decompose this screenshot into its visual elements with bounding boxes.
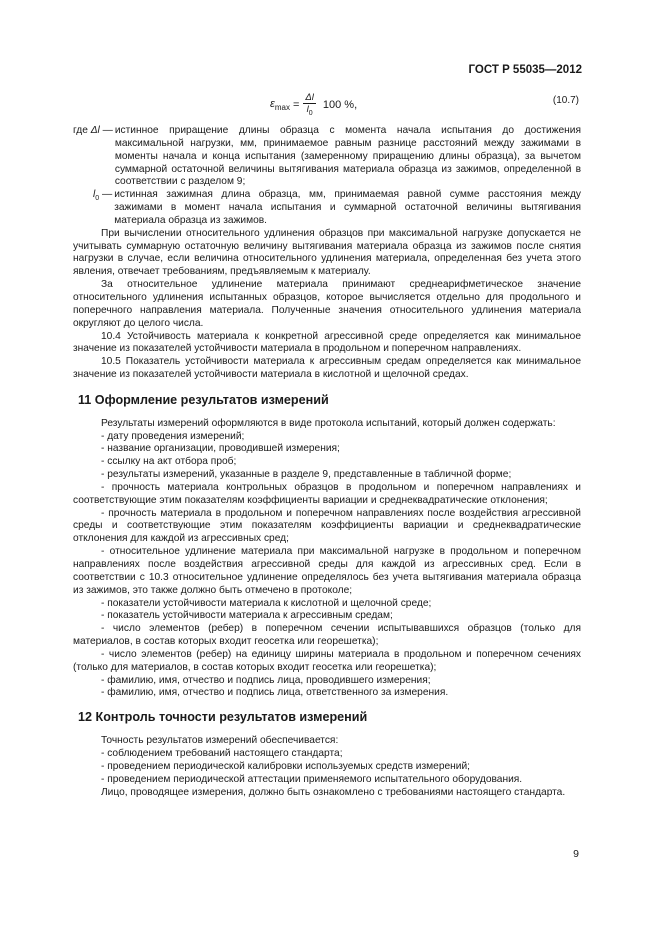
definition-item: где Δl — истинное приращение длины образца с момента начала испытания до достижения максимальной нагрузки, мм, принимаемое равным разнице расстояний между зажимами в моменты начала и конца испытания (замеренному приращению длины образца), за вычетом суммарной остаточной величины вытягивания материала образца из зажимов, определенной в соответствии с разделом 9; [73,125,581,188]
list-item: - число элементов (ребер) в поперечном сечении испытывавшихся образцов (только для материалов, в состав которых входит геосетка или георешетка); [73,623,581,648]
paragraph: Точность результатов измерений обеспечивается: [101,735,339,747]
formula-equals: = [292,99,300,112]
list-item: - соблюдением требований настоящего стандарта; [101,747,343,759]
list-item: - результаты измерений, указанные в разделе 9, представленные в табличной форме; [101,469,512,481]
section-11-heading: 11 Оформление результатов измерений [78,392,329,407]
formula-tail: 100 %, [322,99,358,112]
list-item: - показатель устойчивости материала к агрессивным средам; [101,610,393,622]
formula-fraction [303,92,315,119]
list-item: - прочность материала контрольных образцов в продольном и поперечном направлениях и соответствующие этим показателям коэффициенты вариации и среднеквадратические отклонения; [73,481,581,506]
list-item: - фамилию, имя, отчество и подпись лица, проводившего измерения; [101,674,431,686]
list-item: - число элементов (ребер) на единицу ширины материала в продольном и поперечном сечениях (только для материалов, в состав которых входит геосетка или георешетка); [73,648,581,673]
definition-item: $l_0$ — истинная зажимная длина образца, мм, принимаемая равной сумме расстояния между зажимами в момент начала испытания и суммарной остаточной величины вытягивания материала образца из зажимов. [93,189,581,226]
list-item: - ссылку на акт отбора проб; [101,456,237,468]
document-id: ГОСТ Р 55035—2012 [468,64,582,76]
page-number: 9 [573,848,579,860]
document-body [73,125,581,799]
paragraph: 10.4 Устойчивость материала к конкретной агрессивной среде определяется как минимальное значение из показателей устойчивости материала в продольном и поперечном направлениях. [73,330,581,355]
list-item: - относительное удлинение материала при максимальной нагрузке в продольном и поперечном направлениях после воздействия агрессивной среды для каждой из агрессивных сред. Если в соответствии с 10.3 относительное удлинение определялось без учета вытягивания материала образца из зажимов, это также должно быть отмечено в протоколе; [73,546,581,596]
definition-text: истинное приращение длины образца с момента начала испытания до достижения максимальной нагрузки, мм, принимаемое равным разнице расстояний между зажимами в моменты начала и конца испытания (замеренному приращению длины образца), за вычетом суммарной остаточной величины вытягивания материала образца из зажимов, определенной в соответствии с разделом 9; [114,125,581,188]
formula-numerator: Δl [305,92,314,103]
formula-number: (10.7) [552,95,579,106]
paragraph: 10.5 Показатель устойчивости материала к агрессивным средам определяется как минимальное значение из показателей устойчивости материала в кислотной и щелочной средах. [73,356,581,381]
list-item: - название организации, проводившей измерения; [101,443,340,455]
formula-10-7 [270,92,357,119]
list-item: - дату проведения измерений; [101,430,245,442]
paragraph: Результаты измерений оформляются в виде протокола испытаний, который должен содержать: [101,417,556,429]
list-item: - показатели устойчивости материала к кислотной и щелочной среде; [101,597,432,609]
section-12-heading: 12 Контроль точности результатов измерений [78,710,368,725]
formula-denominator: $l_0$ [306,104,313,117]
list-item: - прочность материала в продольном и поперечном направлениях после воздействия агрессивной среды и соответствующие этим показателям коэффициенты вариации и среднеквадратические отклонения для каждой из агрессивных сред; [73,507,581,545]
definition-text: истинная зажимная длина образца, мм, принимаемая равной сумме расстояния между зажимами в момент начала испытания и суммарной остаточной величины вытягивания материала образца из зажимов. [114,189,581,226]
definition-term: Δl [90,125,100,136]
list-item: - проведением периодической калибровки используемых средств измерений; [101,760,471,772]
definition-term: $l_0$ [93,189,100,203]
formula-lhs: $\varepsilon_{max}$ [270,98,290,113]
list-item: - проведением периодической аттестации применяемого испытательного оборудования. [101,773,523,785]
paragraph: При вычислении относительного удлинения образцов при максимальной нагрузке допускается не учитывать суммарную остаточную величину вытягивания материала образца из зажимов после снятия нагрузки в случае, если величина относительного удлинения материала, определенная без учета этого явления, отвечает требованиям, предъявляемым к материалу. [73,227,581,278]
paragraph: За относительное удлинение материала принимают среднеарифметическое значение относительного удлинения испытанных образцов, которое вычисляется отдельно для продольного и поперечного направления материала. Полученные значения относительного удлинения материала округляют до целого числа. [73,279,581,329]
list-item: - фамилию, имя, отчество и подпись лица, ответственного за измерения. [101,687,449,699]
paragraph: Лицо, проводящее измерения, должно быть ознакомлено с требованиями настоящего стандарта. [101,786,566,798]
